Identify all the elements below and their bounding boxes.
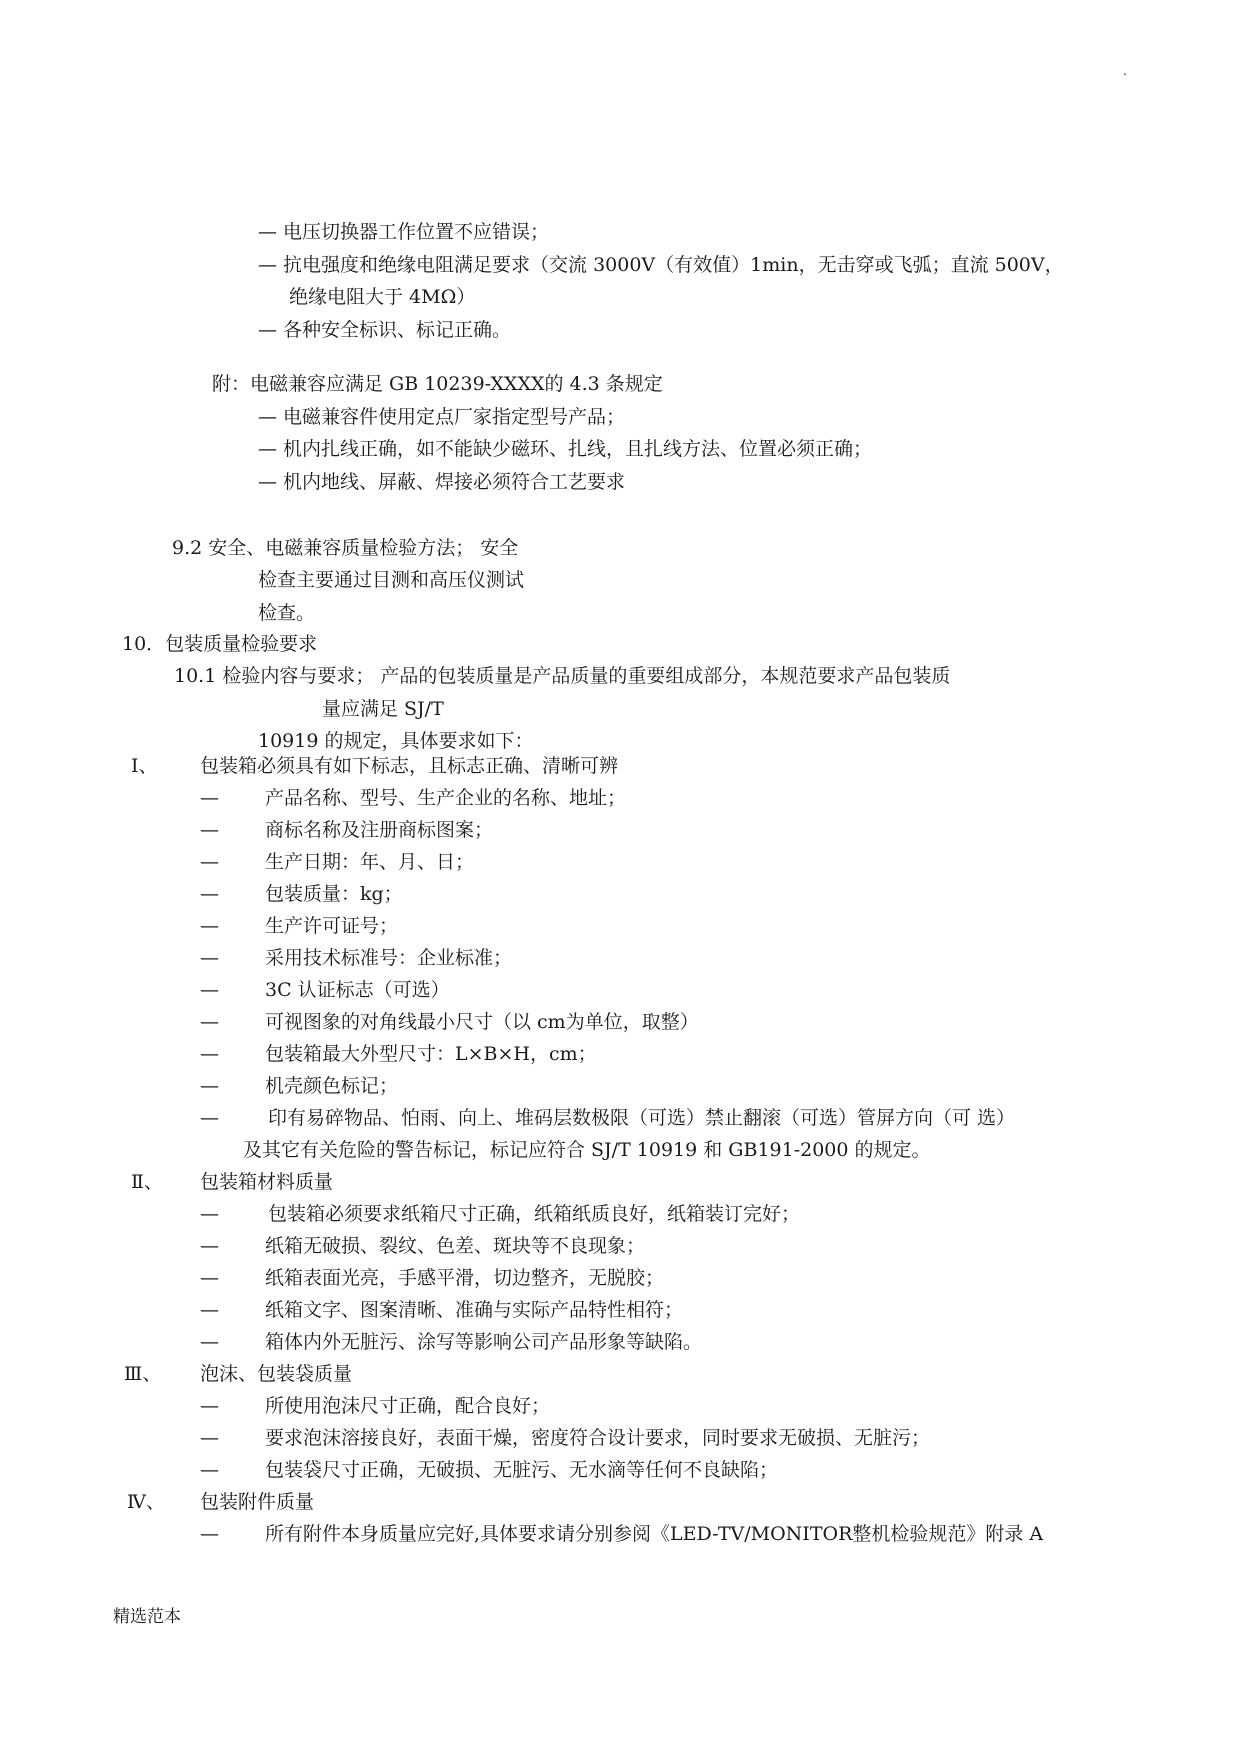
emc-note: 附：电磁兼容应满足 GB 10239-XXXX的 4.3 条规定 (212, 373, 663, 395)
safety-item-2-cont: 绝缘电阻大于 4MΩ） (289, 286, 476, 308)
dash: — (200, 1267, 219, 1289)
dash: — (200, 947, 219, 969)
dash: — (200, 1459, 219, 1481)
dash: — (200, 1299, 219, 1321)
part4-numeral: Ⅳ、 (127, 1491, 165, 1513)
part3-item-2: 要求泡沫溶接良好，表面干燥，密度符合设计要求，同时要求无破损、无脏污； (265, 1427, 931, 1449)
part1-item-5: 生产许可证号； (265, 915, 399, 937)
dash: — (200, 1075, 219, 1097)
safety-item-1: — 电压切换器工作位置不应错误； (258, 221, 550, 243)
section-10-1-line1: 10.1 检验内容与要求； 产品的包装质量是产品质量的重要组成部分，本规范要求产品包装质 (174, 665, 951, 687)
part4-item-1: 所有附件本身质量应完好,具体要求请分别参阅《LED-TV/MONITOR整机检验规范》附录 A (265, 1523, 1044, 1545)
part2-title: 包装箱材料质量 (200, 1171, 334, 1193)
part1-title: 包装箱必须具有如下标志，且标志正确、清晰可辨 (200, 755, 619, 777)
dash: — (200, 883, 219, 905)
dash: — (200, 1203, 219, 1225)
part3-item-3: 包装袋尺寸正确，无破损、无脏污、无水滴等任何不良缺陷； (265, 1459, 779, 1481)
part4-title: 包装附件质量 (200, 1491, 315, 1513)
part1-item-9: 包装箱最大外型尺寸：L×B×H，cm； (265, 1043, 597, 1065)
part1-continuation: 及其它有关危险的警告标记，标记应符合 SJ/T 10919 和 GB191-2000 的规定。 (243, 1139, 931, 1161)
dash: — (200, 1523, 219, 1545)
safety-item-3: — 各种安全标识、标记正确。 (258, 319, 512, 341)
dash: — (200, 851, 219, 873)
dash: — (200, 1331, 219, 1353)
part1-item-4: 包装质量：kg； (265, 883, 403, 905)
section-9-2-line1: 9.2 安全、电磁兼容质量检验方法； 安全 (172, 537, 519, 559)
safety-item-2: — 抗电强度和绝缘电阻满足要求（交流 3000V（有效值）1min，无击穿或飞弧；直流 500V， (258, 254, 1064, 276)
part1-item-10: 机壳颜色标记； (265, 1075, 399, 1097)
dash: — (200, 1395, 219, 1417)
part1-item-6: 采用技术标准号：企业标准； (265, 947, 513, 969)
emc-item-3: — 机内地线、屏蔽、焊接必须符合工艺要求 (258, 471, 626, 493)
dash: — (200, 787, 219, 809)
dash: — (200, 1107, 219, 1129)
dash: — (200, 1235, 219, 1257)
dash: — (200, 915, 219, 937)
section-9-2-line2: 检查主要通过目测和高压仪测试 (258, 569, 525, 591)
part2-item-1: 包装箱必须要求纸箱尺寸正确，纸箱纸质良好，纸箱装订完好； (268, 1203, 801, 1225)
part1-item-1: 产品名称、型号、生产企业的名称、地址； (265, 787, 627, 809)
dash: — (200, 1427, 219, 1449)
dash: — (200, 1011, 219, 1033)
section-10-title: 10．包装质量检验要求 (122, 633, 318, 655)
footer-text: 精选范本 (113, 1607, 181, 1627)
part3-title: 泡沫、包装袋质量 (200, 1363, 353, 1385)
part2-item-3: 纸箱表面光亮，手感平滑，切边整齐，无脱胶； (265, 1267, 665, 1289)
corner-mark: . (1123, 64, 1127, 78)
part1-item-7: 3C 认证标志（可选） (265, 979, 450, 1001)
section-10-1-line3: 10919 的规定，具体要求如下： (258, 730, 534, 752)
emc-item-2: — 机内扎线正确，如不能缺少磁环、扎线，且扎线方法、位置必须正确； (258, 438, 873, 460)
dash: — (200, 979, 219, 1001)
part2-item-5: 箱体内外无脏污、涂写等影响公司产品形象等缺陷。 (265, 1331, 703, 1353)
dash: — (200, 1043, 219, 1065)
part2-item-4: 纸箱文字、图案清晰、准确与实际产品特性相符； (265, 1299, 684, 1321)
part1-numeral: Ⅰ、 (131, 755, 158, 777)
dash: — (200, 819, 219, 841)
emc-item-1: — 电磁兼容件使用定点厂家指定型号产品； (258, 406, 626, 428)
section-9-2-line3: 检查。 (258, 602, 316, 624)
section-10-1-line2: 量应满足 SJ/T (322, 698, 444, 720)
part1-item-3: 生产日期：年、月、日； (265, 851, 475, 873)
part2-numeral: Ⅱ、 (131, 1171, 163, 1193)
part1-item-2: 商标名称及注册商标图案； (265, 819, 494, 841)
part1-item-11: 印有易碎物品、怕雨、向上、堆码层数极限（可选）禁止翻滚（可选）管屏方向（可 选） (268, 1107, 1016, 1129)
part3-item-1: 所使用泡沫尺寸正确，配合良好； (265, 1395, 551, 1417)
part1-item-8: 可视图象的对角线最小尺寸（以 cm为单位，取整） (265, 1011, 699, 1033)
part3-numeral: Ⅲ、 (124, 1363, 162, 1385)
part2-item-2: 纸箱无破损、裂纹、色差、斑块等不良现象； (265, 1235, 646, 1257)
